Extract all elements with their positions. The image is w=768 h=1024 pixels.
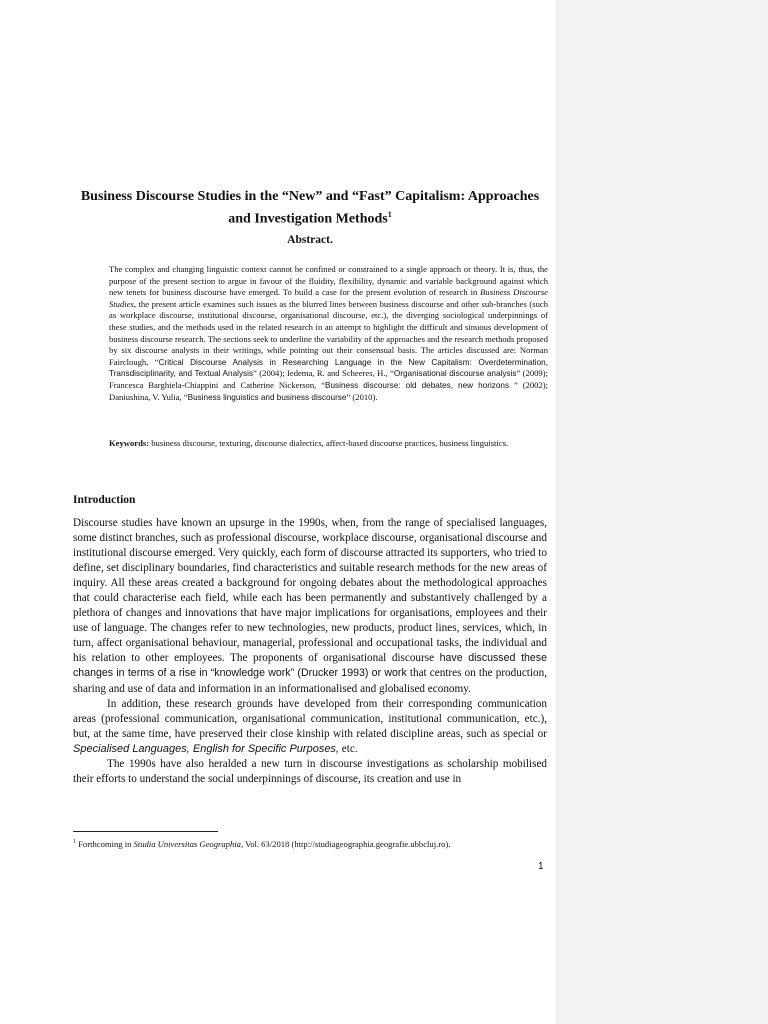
abstract-paragraph: The complex and changing linguistic context cannot be confined or constrained to a single approach or theory. It is, thus, the purpose of the present section to argue in favour of the fluidity, flexibility, dynamic and variable background against which new tenets for business discourse have emerged. To build a case for the present evolution of research in Business Discourse Studies, the present article examines such issues as the blurred lines between business discourse and other sub-branches (such as workplace discourse, institutional discourse, organisational discourse, etc.), the diverging sociological underpinnings of these studies, and the methods used in the related research in an attempt to highlight the difficult and sinuous development of business discourse research. The sections seek to underline the variability of the approaches and the research methods proposed by six discourse analysts in their writings, while pointing out their consensual basis. The articles discussed are: Norman Fairclough, “Critical Discourse Analysis in Researching Language in the New Capitalism: Overdetermination, Transdisciplinarity, and Textual Analysis” (2004); Iedema, R. and Scheeres, H., “Organisational discourse analysis” (2009); Francesca Barghiela-Chiappini and Catherine Nickerson, “Business discourse: old debates, new horizons ” (2002); Daniushina, V. Yulia, “Business linguistics and business discourse” (2010). bbox=[109, 264, 548, 402]
section-heading-introduction: Introduction bbox=[73, 494, 136, 506]
introduction-paragraph-3: The 1990s have also heralded a new turn in discourse investigations as scholarship mobilised their efforts to understand the social underpinnings of discourse, its creation and use in bbox=[73, 757, 547, 785]
reference-title: Business linguistics and business discourse bbox=[187, 392, 347, 402]
footnote: $^1$ Forthcoming in Studia Universitas Geographia, Vol. 63/2018 (http://studiageographia.geografie.ubbcluj.ro). bbox=[73, 838, 451, 849]
keywords-label: Keywords: bbox=[109, 438, 150, 448]
footnote-marker: 1 bbox=[73, 839, 76, 845]
paper-title: Business Discourse Studies in the “New” and “Fast” Capitalism: Approaches and Investigation Methods$^1$ bbox=[80, 189, 540, 227]
keywords-text: business discourse, texturing, discourse dialectics, affect-based discourse practices, business linguistics. bbox=[149, 438, 509, 448]
footnote-journal: Studia Universitas Geographia bbox=[133, 838, 241, 849]
introduction-paragraph-1: Discourse studies have known an upsurge in the 1990s, when, from the range of specialised languages, some distinct branches, such as professional discourse, workplace discourse, organisational discourse and institutional discourse emerged. Very quickly, each form of discourse attracted its supporters, who tried to define, set disciplinary boundaries, find characteristics and suitable research methods for the new areas of inquiry. All these areas created a background for ongoing debates about the methodological approaches that could characterise each field, while each has been permanently and substantively challenged by a plethora of changes and innovations that have major implications for organisations, employees and their use of language. The changes refer to new technologies, new products, product lines, services, which, in turn, affect organisational behaviour, managerial, professional and occupational tasks, the individual and his relation to other employees. The proponents of organisational discourse have discussed these changes in terms of a rise in “knowledge work” (Drucker 1993) or work that centres on the production, sharing and use of data and information in an informationalised and globalised economy. bbox=[73, 517, 547, 695]
introduction-body bbox=[73, 516, 547, 787]
comment-margin-pane[interactable] bbox=[556, 0, 768, 1024]
page-number: 1 bbox=[538, 861, 544, 872]
reference-title: Business discourse: old debates, new horizons bbox=[325, 380, 510, 390]
reference-title: Critical Discourse Analysis in Researching Language in the New Capitalism: Overdetermination, Transdisciplinarity, and Textual Analysis bbox=[109, 357, 548, 379]
title-footnote-marker[interactable]: 1 bbox=[387, 210, 392, 219]
keywords-line bbox=[109, 438, 548, 450]
abstract-italic-field: Business Discourse Studies bbox=[109, 287, 548, 309]
abstract-heading: Abstract. bbox=[287, 234, 333, 246]
introduction-paragraph-2: In addition, these research grounds have developed from their corresponding communication areas (professional communication, organisational communication, institutional communication, etc.), but, at the same time, have preserved their close kinship with related discipline areas, such as special or Specialised Languages, English for Specific Purposes, etc. bbox=[73, 697, 547, 755]
reference-title: Organisational discourse analysis bbox=[393, 369, 517, 379]
footnote-separator bbox=[73, 831, 218, 832]
